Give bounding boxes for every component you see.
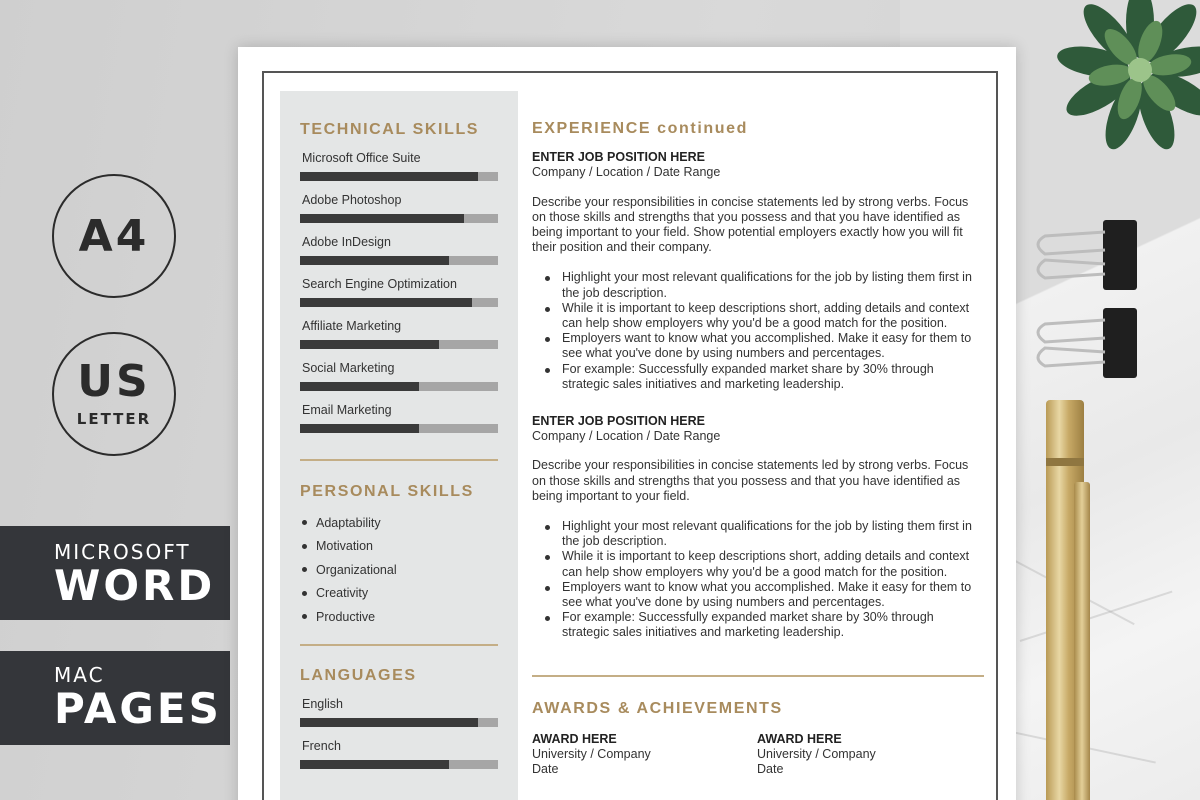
section-divider bbox=[532, 675, 984, 677]
pen-band bbox=[1046, 458, 1084, 466]
main-column bbox=[532, 121, 982, 778]
language-name: English bbox=[302, 696, 343, 711]
personal-skill-item bbox=[300, 535, 498, 559]
award-item bbox=[532, 732, 757, 778]
job-description: Describe your responsibilities in concise statements led by strong verbs. Focus on those skills and strengths that you possess and that you have identified as being important to your field. bbox=[532, 458, 969, 503]
skill-bar-fill bbox=[300, 382, 419, 391]
pages-label: PAGES bbox=[54, 684, 222, 733]
award-date: Date bbox=[757, 762, 784, 777]
skill-bar bbox=[300, 298, 498, 307]
pen-clip bbox=[1074, 482, 1090, 800]
letter-label: LETTER bbox=[76, 410, 152, 428]
skill-name: Adobe InDesign bbox=[302, 235, 391, 249]
skill-bar bbox=[300, 214, 498, 223]
award-org: University / Company bbox=[757, 747, 876, 762]
personal-skill-item bbox=[300, 558, 498, 582]
binder-clip-image bbox=[1025, 302, 1145, 382]
personal-skill-label: Creativity bbox=[316, 586, 369, 601]
skill-item bbox=[300, 403, 498, 433]
language-bar-fill bbox=[300, 718, 478, 727]
skill-item bbox=[300, 193, 498, 223]
a4-label: A4 bbox=[78, 210, 150, 262]
us-letter-format-badge bbox=[52, 332, 176, 456]
job-position: ENTER JOB POSITION HERE bbox=[532, 150, 705, 165]
personal-skill-label: Productive bbox=[316, 609, 376, 624]
job-company: Company / Location / Date Range bbox=[532, 429, 721, 444]
job-bullet: Highlight your most relevant qualifications for the job by listing them first in the job description. bbox=[562, 519, 982, 549]
job-bullets bbox=[532, 519, 982, 641]
technical-skills-list bbox=[300, 151, 498, 433]
language-bar bbox=[300, 760, 498, 769]
personal-skills-title: PERSONAL SKILLS bbox=[300, 483, 474, 500]
skill-name: Microsoft Office Suite bbox=[302, 151, 421, 165]
skill-bar-fill bbox=[300, 298, 472, 307]
section-divider bbox=[300, 644, 498, 646]
marble-vein bbox=[1020, 591, 1173, 642]
languages-list bbox=[300, 697, 498, 769]
language-name: French bbox=[302, 738, 341, 753]
skill-item bbox=[300, 319, 498, 349]
personal-skill-label: Motivation bbox=[316, 539, 373, 554]
personal-skill-item bbox=[300, 605, 498, 629]
binder-clip-image bbox=[1025, 214, 1145, 294]
bullet-dot bbox=[302, 520, 307, 525]
skill-item bbox=[300, 235, 498, 265]
personal-skill-item bbox=[300, 511, 498, 535]
bullet-dot bbox=[302, 567, 307, 572]
sidebar bbox=[280, 91, 518, 800]
job-position: ENTER JOB POSITION HERE bbox=[532, 414, 705, 429]
skill-bar-fill bbox=[300, 214, 464, 223]
skill-bar bbox=[300, 256, 498, 265]
skill-bar bbox=[300, 340, 498, 349]
award-item bbox=[757, 732, 982, 778]
skill-bar bbox=[300, 172, 498, 181]
technical-skills-title: TECHNICAL SKILLS bbox=[300, 121, 480, 138]
skill-name: Search Engine Optimization bbox=[302, 277, 457, 291]
mac-label: MAC bbox=[54, 663, 105, 687]
skill-bar-fill bbox=[300, 256, 449, 265]
succulent-plant-image bbox=[1040, 0, 1200, 180]
skill-name: Affiliate Marketing bbox=[302, 319, 402, 333]
job-bullet: For example: Successfully expanded market share by 30% through strategic sales initiatives and marketing leadership. bbox=[562, 362, 982, 392]
job-entry bbox=[532, 414, 982, 641]
job-bullet: While it is important to keep descriptions short, adding details and context can help show employers why you'd be a good match for the position. bbox=[562, 301, 982, 331]
job-bullet: Highlight your most relevant qualifications for the job by listing them first in the job description. bbox=[562, 270, 982, 300]
resume-page bbox=[238, 47, 1016, 800]
personal-skill-label: Organizational bbox=[316, 562, 397, 577]
skill-item bbox=[300, 151, 498, 181]
skill-bar-fill bbox=[300, 172, 478, 181]
job-bullets bbox=[532, 270, 982, 392]
skill-name: Adobe Photoshop bbox=[302, 193, 402, 207]
personal-skill-item bbox=[300, 582, 498, 606]
microsoft-label: MICROSOFT bbox=[54, 540, 191, 564]
job-bullet: Employers want to know what you accomplished. Make it easy for them to see what you've done by using numbers and percentages. bbox=[562, 331, 982, 361]
section-divider bbox=[300, 459, 498, 461]
personal-skill-label: Adaptability bbox=[316, 515, 381, 530]
skill-bar-fill bbox=[300, 424, 419, 433]
award-name: AWARD HERE bbox=[532, 731, 617, 746]
jobs-list bbox=[532, 150, 982, 640]
language-item bbox=[300, 697, 498, 727]
job-entry bbox=[532, 150, 982, 392]
bullet-dot bbox=[302, 591, 307, 596]
skill-name: Social Marketing bbox=[302, 361, 395, 375]
language-item bbox=[300, 739, 498, 769]
skill-bar bbox=[300, 424, 498, 433]
microsoft-word-badge bbox=[0, 526, 230, 620]
award-date: Date bbox=[532, 762, 559, 777]
languages-title: LANGUAGES bbox=[300, 666, 417, 684]
job-description: Describe your responsibilities in concise statements led by strong verbs. Focus on those skills and strengths that you possess and that you have identified as being important to your field. Show potential employers exactly how you will fit their position and their company. bbox=[532, 194, 969, 255]
awards-title: AWARDS & ACHIEVEMENTS bbox=[532, 699, 783, 717]
bullet-dot bbox=[302, 544, 307, 549]
skill-name: Email Marketing bbox=[302, 403, 392, 417]
personal-skills-list bbox=[300, 511, 498, 629]
word-label: WORD bbox=[54, 561, 216, 610]
job-bullet: Employers want to know what you accomplished. Make it easy for them to see what you've done by using numbers and percentages. bbox=[562, 580, 982, 610]
bullet-dot bbox=[302, 614, 307, 619]
us-label: US bbox=[77, 356, 151, 407]
skill-bar-fill bbox=[300, 340, 439, 349]
job-company: Company / Location / Date Range bbox=[532, 165, 721, 180]
skill-item bbox=[300, 277, 498, 307]
mac-pages-badge bbox=[0, 651, 230, 745]
skill-item bbox=[300, 361, 498, 391]
experience-title: EXPERIENCE continued bbox=[532, 120, 749, 137]
job-bullet: For example: Successfully expanded market share by 30% through strategic sales initiatives and marketing leadership. bbox=[562, 610, 982, 640]
a4-format-badge bbox=[52, 174, 176, 298]
job-bullet: While it is important to keep descriptions short, adding details and context can help show employers why you'd be a good match for the position. bbox=[562, 549, 982, 579]
award-name: AWARD HERE bbox=[757, 731, 842, 746]
award-org: University / Company bbox=[532, 747, 651, 762]
language-bar bbox=[300, 718, 498, 727]
awards-list bbox=[532, 732, 982, 778]
language-bar-fill bbox=[300, 760, 449, 769]
skill-bar bbox=[300, 382, 498, 391]
